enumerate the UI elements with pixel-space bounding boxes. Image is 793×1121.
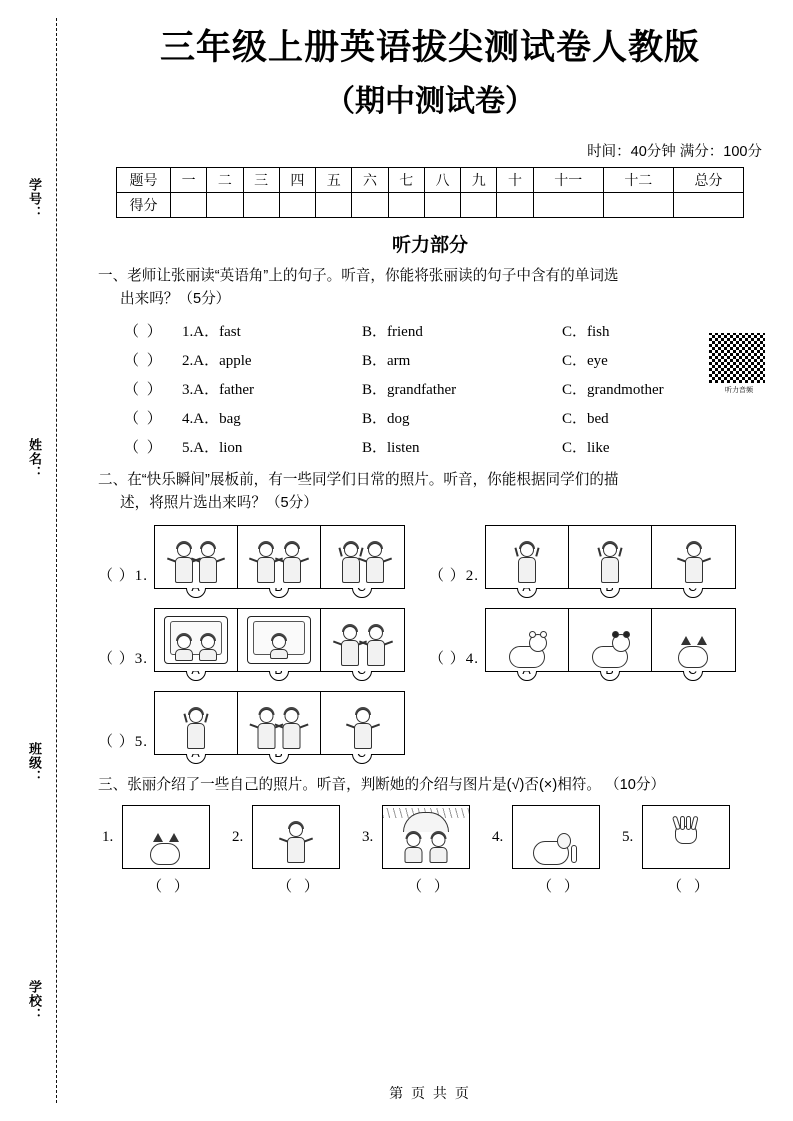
score-col-9: 九: [461, 168, 497, 193]
option-c-text: C．fish: [562, 324, 610, 341]
question-3-item-2: [232, 805, 350, 896]
answer-bracket[interactable]: （ ）: [124, 440, 164, 457]
left-margin-strip: [0, 0, 72, 1121]
picture-group-5: [98, 691, 405, 764]
item-number: 3.: [362, 829, 374, 846]
option-a-text: A．lion: [193, 440, 243, 457]
picture-option-a[interactable]: [155, 692, 238, 754]
score-col-total: 总分: [673, 168, 743, 193]
cat-icon: [676, 636, 712, 668]
option-c-text: C．grandmother: [562, 382, 664, 399]
list-item[interactable]: [124, 345, 780, 374]
listening-section-title: 听力部分: [391, 235, 468, 257]
choice-a: [182, 436, 362, 457]
score-cell[interactable]: [171, 193, 207, 218]
picture-strip: [154, 608, 405, 672]
option-a-text: A．bag: [193, 411, 241, 428]
score-cell[interactable]: [207, 193, 243, 218]
answer-bracket[interactable]: （ ）: [277, 879, 323, 896]
question-2-heading-line2: 述，将照片选出来吗？（5分）: [120, 495, 318, 512]
picture-option-a[interactable]: [155, 526, 238, 588]
picture-group-3: [98, 608, 405, 681]
hand-icon: [671, 814, 701, 844]
choice-a: [182, 378, 362, 399]
score-cell[interactable]: [497, 193, 533, 218]
page-subtitle: （期中测试卷）: [325, 85, 535, 119]
item-number: 4.: [492, 829, 504, 846]
score-col-5: 五: [316, 168, 352, 193]
picture-option-c[interactable]: [652, 609, 735, 671]
picture-option-c[interactable]: [321, 609, 404, 671]
answer-bracket[interactable]: （ ）: [147, 879, 193, 896]
picture-option-c[interactable]: [321, 692, 404, 754]
picture-group-2: [429, 525, 736, 598]
list-item[interactable]: [124, 432, 780, 461]
question-3-picture-row: [80, 805, 780, 896]
picture-option-b[interactable]: [569, 609, 652, 671]
answer-bracket[interactable]: （ ）: [537, 879, 583, 896]
score-cell[interactable]: [243, 193, 279, 218]
choice-a: [182, 320, 362, 341]
option-b-text: B．friend: [362, 324, 423, 341]
question-2-heading-line1: 二、在“快乐瞬间”展板前，有一些同学们日常的照片。听音，你能根据同学们的描: [98, 472, 619, 489]
page-title: 三年级上册英语拔尖测试卷人教版: [159, 28, 700, 67]
picture-option-a[interactable]: [486, 609, 569, 671]
list-item[interactable]: [124, 316, 780, 345]
exam-page: [80, 0, 780, 1121]
exam-meta: 时间：40分钟 满分：100分: [587, 144, 762, 161]
elephant-icon: [533, 831, 579, 865]
picture-strip: [154, 525, 405, 589]
side-label-student-id: 学号：: [27, 178, 42, 220]
side-label-school: 学校：: [27, 980, 42, 1022]
score-col-7: 七: [388, 168, 424, 193]
question-3-item-5: [622, 805, 740, 896]
score-row-label: 题号: [117, 168, 171, 193]
cut-dashed-line: [56, 18, 57, 1103]
picture-strip: [485, 525, 736, 589]
item-number: 5.: [182, 440, 194, 457]
option-c-text: C．bed: [562, 411, 609, 428]
score-cell[interactable]: [316, 193, 352, 218]
question-3-item-4: [492, 805, 610, 896]
item-number: 2.: [232, 829, 244, 846]
option-b-text: B．listen: [362, 440, 420, 457]
score-col-3: 三: [243, 168, 279, 193]
panda-icon: [590, 634, 630, 668]
picture-option-b[interactable]: [238, 692, 321, 754]
question-1-choices: [80, 316, 780, 461]
answer-bracket[interactable]: （ ）: [407, 879, 453, 896]
picture-option-a[interactable]: [486, 526, 569, 588]
question-3-heading-line2: （10分）: [605, 776, 666, 793]
picture-strip: [485, 608, 736, 672]
picture-option-c[interactable]: [321, 526, 404, 588]
picture-box[interactable]: [252, 805, 340, 869]
side-label-class: 班级：: [27, 742, 42, 784]
question-3-item-1: [102, 805, 220, 896]
score-cell[interactable]: [603, 193, 673, 218]
question-3-heading-line1: 三、张丽介绍了一些自己的照片。听音，判断她的介绍与图片是(√)否(×)相符。: [98, 776, 601, 793]
picture-strip: [154, 691, 405, 755]
cat-icon: [148, 833, 184, 865]
question-1-heading: [80, 265, 780, 310]
score-cell[interactable]: [352, 193, 388, 218]
picture-option-b[interactable]: [238, 526, 321, 588]
picture-row: [98, 691, 780, 764]
tiger-icon: [507, 634, 547, 668]
picture-group-4: [429, 608, 736, 681]
item-number: 1.: [102, 829, 114, 846]
qr-caption: 听力音频: [725, 387, 753, 394]
picture-option-b[interactable]: [238, 609, 321, 671]
table-row: [117, 168, 744, 193]
answer-bracket[interactable]: （ ）2.: [429, 567, 480, 584]
option-b-text: B．arm: [362, 353, 411, 370]
question-2-picture-area: [80, 525, 780, 764]
score-row-label-points: 得分: [117, 193, 171, 218]
score-col-4: 四: [279, 168, 315, 193]
choice-a: [182, 349, 362, 370]
question-1-heading-line1: 一、老师让张丽读“英语角”上的句子。听音，你能将张丽读的句子中含有的单词选: [98, 268, 619, 285]
option-b-text: B．grandfather: [362, 382, 457, 399]
answer-bracket[interactable]: （ ）3.: [98, 650, 149, 667]
item-number: 5.: [622, 829, 634, 846]
question-3-heading: [80, 774, 780, 797]
score-col-11: 十一: [533, 168, 603, 193]
picture-box[interactable]: [512, 805, 600, 869]
score-col-6: 六: [352, 168, 388, 193]
item-number: 2.: [182, 353, 194, 370]
score-cell[interactable]: [533, 193, 603, 218]
picture-box[interactable]: [122, 805, 210, 869]
picture-option-b[interactable]: [569, 526, 652, 588]
item-number: 3.: [182, 382, 194, 399]
answer-bracket[interactable]: （ ）: [124, 353, 164, 370]
picture-group-1: [98, 525, 405, 598]
side-label-name: 姓名：: [27, 438, 42, 480]
answer-bracket[interactable]: （ ）: [124, 324, 164, 341]
picture-row: [98, 608, 780, 681]
picture-row: [98, 525, 780, 598]
qr-code-icon[interactable]: [708, 332, 766, 384]
score-cell[interactable]: [461, 193, 497, 218]
score-cell[interactable]: [279, 193, 315, 218]
question-1-heading-line2: 出来吗？（5分）: [120, 290, 231, 307]
option-b-text: B．dog: [362, 411, 410, 428]
score-col-2: 二: [207, 168, 243, 193]
score-cell[interactable]: [388, 193, 424, 218]
picture-option-c[interactable]: [652, 526, 735, 588]
option-c-text: C．eye: [562, 353, 608, 370]
list-item[interactable]: [124, 374, 780, 403]
answer-bracket[interactable]: （ ）1.: [98, 567, 149, 584]
picture-option-a[interactable]: [155, 609, 238, 671]
picture-box[interactable]: [642, 805, 730, 869]
answer-bracket[interactable]: （ ）5.: [98, 733, 149, 750]
choice-a: [182, 407, 362, 428]
list-item[interactable]: [124, 403, 780, 432]
answer-bracket[interactable]: （ ）: [124, 382, 164, 399]
item-number: 4.: [182, 411, 194, 428]
answer-bracket[interactable]: （ ）4.: [429, 650, 480, 667]
score-col-12: 十二: [603, 168, 673, 193]
option-c-text: C．like: [562, 440, 610, 457]
score-col-1: 一: [171, 168, 207, 193]
picture-box[interactable]: [382, 805, 470, 869]
table-row: [117, 193, 744, 218]
audio-qr-code[interactable]: [708, 332, 770, 395]
score-col-8: 八: [424, 168, 460, 193]
item-number: 1.: [182, 324, 194, 341]
answer-bracket[interactable]: （ ）: [124, 411, 164, 428]
option-a-text: A．father: [193, 382, 255, 399]
score-col-10: 十: [497, 168, 533, 193]
page-footer: 第 页 共 页: [389, 1085, 471, 1101]
question-3-item-3: [362, 805, 480, 896]
answer-bracket[interactable]: （ ）: [667, 879, 713, 896]
option-a-text: A．apple: [193, 353, 252, 370]
option-a-text: A．fast: [193, 324, 241, 341]
score-table: [116, 167, 744, 218]
question-2-heading: [80, 469, 780, 514]
score-cell[interactable]: [424, 193, 460, 218]
score-cell[interactable]: [673, 193, 743, 218]
